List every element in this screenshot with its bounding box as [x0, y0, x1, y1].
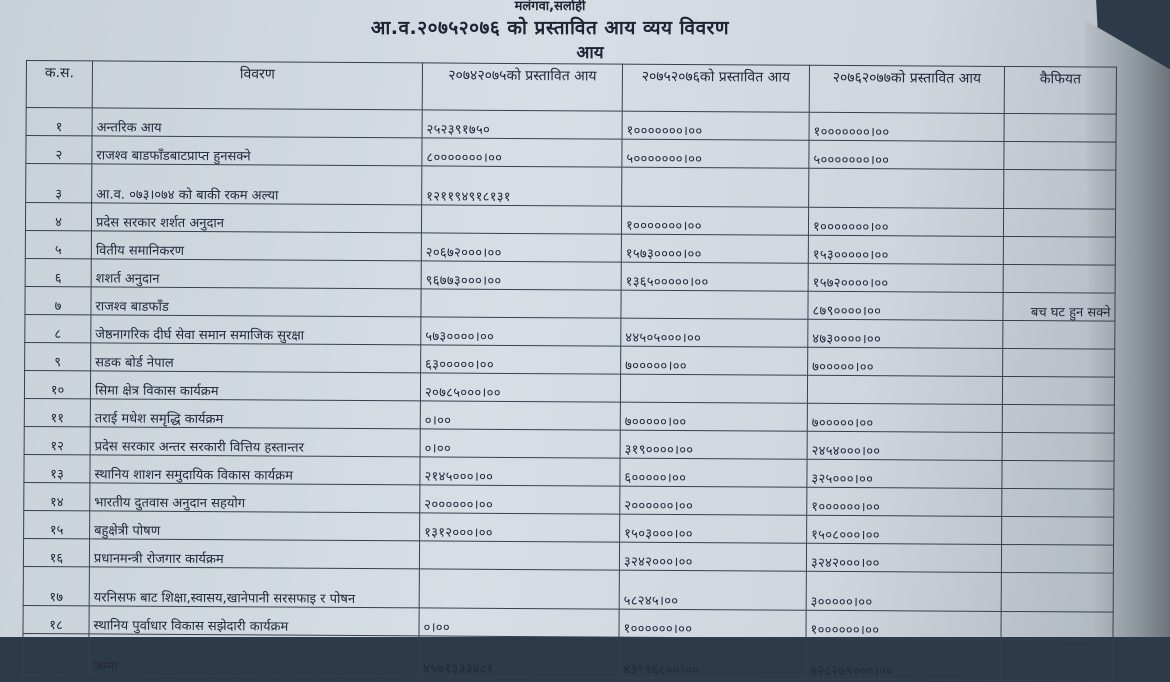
row-serial: ६	[25, 258, 91, 286]
row-fy-2076-77: १०००००००।००	[808, 207, 1003, 236]
section-heading: आय	[576, 43, 604, 63]
row-fy-2076-77: १००००००।००	[806, 610, 1001, 639]
total-remarks	[1001, 639, 1113, 681]
row-fy-2074-75: ०।००	[419, 608, 619, 637]
row-fy-2076-77: १५०८०००।००	[807, 515, 1002, 544]
row-serial: १७	[23, 566, 89, 605]
row-remarks	[1002, 404, 1114, 433]
row-fy-2074-75: २१४५०००।००	[420, 457, 620, 486]
row-remarks	[1002, 488, 1114, 517]
row-remarks	[1003, 320, 1115, 349]
row-fy-2076-77: ३०००००।००	[806, 571, 1001, 611]
row-fy-2074-75: २०६७२०००।००	[421, 233, 621, 262]
row-fy-2076-77: ३२४२०००।००	[806, 543, 1001, 572]
row-fy-2075-76	[622, 167, 809, 207]
row-fy-2075-76: ६०००००।००	[620, 458, 807, 487]
row-description: अन्तरिक आय	[92, 108, 422, 138]
row-fy-2075-76: ७०००००।००	[620, 402, 807, 431]
row-fy-2076-77	[809, 168, 1004, 208]
row-remarks	[1003, 236, 1115, 265]
row-remarks	[1004, 169, 1116, 209]
row-fy-2075-76	[620, 374, 807, 403]
row-fy-2075-76: १०००००००।००	[621, 206, 808, 235]
row-description: प्रदेस सरकार अन्तर सरकारी वित्तिय हस्तान्तर	[90, 427, 420, 457]
row-description: आ.व. ०७३।०७४ को बाकी रकम अल्या	[92, 164, 422, 205]
row-description: राजश्व बाडफाँडबाटप्राप्त हुनसक्ने	[92, 136, 422, 166]
column-header-fy-2074-75: २०७४२०७५को प्रस्तावित आय	[422, 63, 622, 111]
row-description: सिमा क्षेत्र विकास कार्यक्रम	[90, 371, 420, 401]
row-serial: ९	[25, 342, 91, 370]
row-fy-2076-77: ५०००००००।००	[809, 140, 1004, 169]
row-fy-2074-75: १३१२०००।००	[420, 513, 620, 542]
column-header-fy-2075-76: २०७५२०७६को प्रस्तावित आय	[622, 64, 809, 112]
row-description: प्रदेस सरकार शर्शत अनुदान	[91, 203, 421, 233]
row-serial: ५	[25, 230, 91, 258]
total-fy-2076-77: ४२८२७९०००।००	[806, 638, 1001, 680]
row-fy-2076-77: १०००००००।००	[809, 112, 1004, 141]
row-fy-2074-75: २००००००।००	[420, 485, 620, 514]
row-description: प्रधानमन्त्री रोजगार कार्यक्रम	[89, 539, 419, 569]
row-description: यरनिसफ बाट शिक्षा,स्वासय,खानेपानी सरसफाइ र पोषन	[89, 567, 419, 608]
row-serial: १५	[24, 510, 90, 538]
row-fy-2075-76: ५०००००००।००	[622, 139, 809, 168]
total-serial	[23, 633, 89, 674]
row-fy-2074-75	[419, 569, 619, 609]
total-label: जम्मा	[89, 634, 419, 677]
row-fy-2075-76: ५८२४५।००	[619, 570, 806, 610]
row-fy-2075-76: १००००००।००	[619, 609, 806, 638]
total-fy-2074-75: ४५७१३३३४८१	[419, 636, 619, 678]
table-row	[26, 164, 1116, 210]
total-fy-2075-76: ४३९९६८००।००	[619, 637, 806, 679]
row-remarks	[1003, 264, 1115, 293]
table-row	[23, 566, 1113, 612]
row-fy-2076-77: ३२५०००।००	[807, 459, 1002, 488]
row-fy-2075-76: ३१९००००।००	[620, 430, 807, 459]
row-fy-2076-77: १५७२००००।००	[808, 263, 1003, 292]
row-fy-2075-76	[621, 290, 808, 319]
row-fy-2076-77: १५३०००००।००	[808, 235, 1003, 264]
row-remarks	[1003, 208, 1115, 237]
row-description: शशर्त अनुदान	[91, 259, 421, 289]
row-fy-2074-75: ९६७७३०००।००	[421, 261, 621, 290]
row-serial: १	[26, 108, 92, 136]
row-fy-2074-75: २०७८५०००।००	[420, 373, 620, 402]
row-remarks	[1001, 572, 1113, 612]
row-description: भारतीय दुतवास अनुदान सहयोग	[90, 483, 420, 513]
row-description: तराई मधेश समृद्धि कार्यक्रम	[90, 399, 420, 429]
row-description: स्थानिय शाशन समुदायिक विकास कार्यक्रम	[90, 455, 420, 485]
row-serial: १३	[24, 454, 90, 482]
row-serial: ३	[26, 164, 92, 203]
row-fy-2076-77: १००००००।००	[807, 487, 1002, 516]
row-description: जेष्ठनागरिक दीर्घ सेवा समान समाजिक सुरक्षा	[91, 315, 421, 345]
row-fy-2074-75: ०।००	[420, 429, 620, 458]
row-fy-2074-75: २५२३९१७५०	[422, 110, 622, 139]
row-fy-2076-77: ४७३००००।००	[808, 319, 1003, 348]
row-serial: १२	[24, 426, 90, 454]
row-fy-2075-76: ७०००००।००	[621, 346, 808, 375]
row-serial: २	[26, 136, 92, 164]
total-row	[23, 633, 1113, 681]
row-fy-2076-77: ७०००००।००	[808, 347, 1003, 376]
row-remarks	[1002, 376, 1114, 405]
income-table	[22, 60, 1117, 682]
row-serial: ७	[25, 286, 91, 314]
row-remarks	[1002, 516, 1114, 545]
row-remarks	[1002, 460, 1114, 489]
row-serial: १८	[23, 605, 89, 633]
column-header-remarks: कैफियत	[1004, 66, 1116, 114]
row-remarks	[1002, 432, 1114, 461]
row-fy-2076-77: ८७९००००।००	[808, 291, 1003, 320]
row-fy-2074-75: १२११९४९१८१३१	[422, 166, 622, 206]
row-remarks	[1001, 544, 1113, 573]
row-fy-2074-75	[421, 205, 621, 234]
document-title: आ.व.२०७५२०७६ को प्रस्तावित आय व्यय विवरण	[370, 17, 730, 39]
office-name: मलंगवा,सर्लाही	[514, 0, 586, 14]
row-fy-2074-75: ०।००	[420, 401, 620, 430]
row-fy-2076-77	[807, 375, 1002, 404]
row-fy-2074-75	[419, 541, 619, 570]
row-fy-2075-76: १०००००००।००	[622, 111, 809, 140]
row-description: वितीय समानिकरण	[91, 231, 421, 261]
row-description: राजश्व बाडफाँड	[91, 287, 421, 317]
row-description: स्थानिय पुर्वाधार विकास सझेदारी कार्यक्रम	[89, 606, 419, 636]
row-serial: ४	[25, 203, 91, 231]
row-fy-2075-76: १३६५०००००।००	[621, 262, 808, 291]
row-fy-2074-75	[421, 289, 621, 318]
row-description: बहुक्षेत्री पोषण	[90, 511, 420, 541]
row-serial: ११	[24, 398, 90, 426]
row-fy-2074-75: ८०००००००।००	[422, 138, 622, 167]
row-fy-2076-77: २४५४०००।००	[807, 431, 1002, 460]
row-serial: १०	[24, 370, 90, 398]
row-fy-2075-76: २००००००।००	[620, 486, 807, 515]
row-description: सडक बोर्ड नेपाल	[91, 343, 421, 373]
row-fy-2075-76: १५७३००००।००	[621, 234, 808, 263]
row-fy-2075-76: ४४५०५०००।००	[621, 318, 808, 347]
row-fy-2076-77: ७०००००।००	[807, 403, 1002, 432]
row-remarks	[1001, 611, 1113, 640]
row-remarks	[1003, 348, 1115, 377]
row-serial: १६	[23, 538, 89, 566]
row-serial: ८	[25, 314, 91, 342]
row-remarks	[1004, 141, 1116, 170]
row-fy-2075-76: १५०३०००।००	[620, 514, 807, 543]
row-fy-2075-76: ३२४२०००।००	[619, 542, 806, 571]
row-fy-2074-75: ६३०००००।००	[421, 345, 621, 374]
row-remarks: बच घट हुन सक्ने	[1003, 292, 1115, 321]
table-header-row	[26, 61, 1116, 115]
column-header-serial: क.स.	[26, 61, 92, 108]
row-fy-2074-75: ५७३००००।००	[421, 317, 621, 346]
column-header-description: विवरण	[92, 61, 422, 110]
row-remarks	[1004, 113, 1116, 142]
row-serial: १४	[24, 482, 90, 510]
column-header-fy-2076-77: २०७६२०७७को प्रस्तावित आय	[809, 65, 1004, 113]
